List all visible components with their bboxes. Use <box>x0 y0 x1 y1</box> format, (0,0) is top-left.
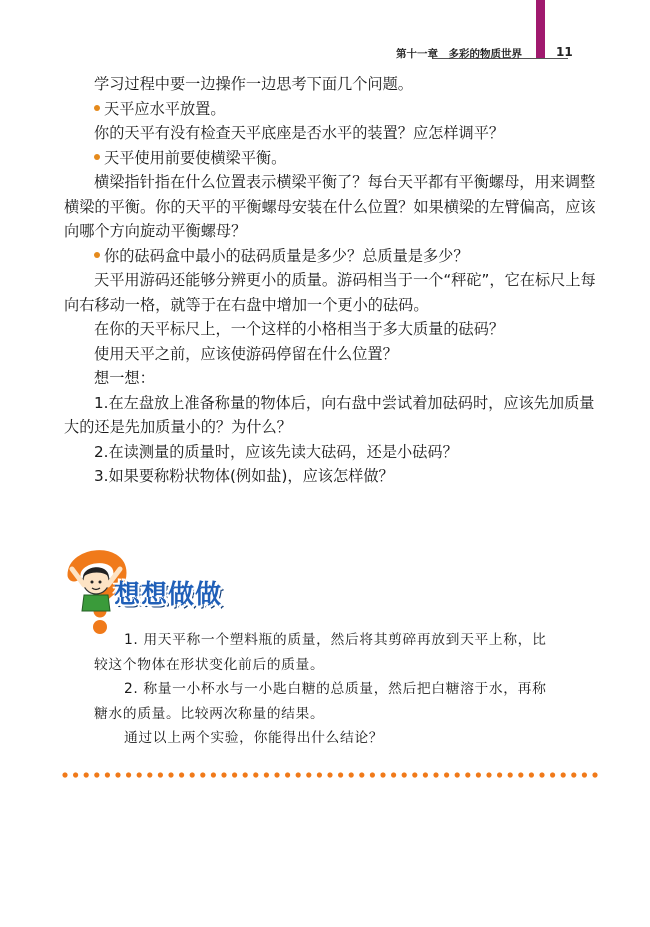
divider-dot <box>221 772 226 777</box>
divider-dot <box>338 772 343 777</box>
paragraph-line: 大的还是先加质量小的？为什么？ <box>64 418 292 436</box>
activity-text <box>94 628 614 751</box>
paragraph-line: 使用天平之前，应该使游码停留在什么位置？ <box>94 344 398 363</box>
divider-dot <box>571 772 576 777</box>
divider-dot <box>296 772 301 777</box>
divider-dot <box>582 772 587 777</box>
divider-dot <box>243 772 248 777</box>
activity-title: 想想做做 <box>114 580 223 610</box>
question-paragraph: 你的天平有没有检查天平底座是否水平的装置？应怎样调平？ <box>94 124 505 142</box>
divider-dot <box>168 772 173 777</box>
paragraph-line: 横梁的平衡。你的天平的平衡螺母安装在什么位置？如果横梁的左臂偏高，应该 <box>64 197 596 216</box>
paragraph-line: 2.在读测量的质量时，应该先读大砝码，还是小砝码？ <box>94 442 458 461</box>
divider-dot <box>539 772 544 777</box>
bullet-item <box>94 97 594 122</box>
divider-dot <box>349 772 354 777</box>
divider-dot <box>73 772 78 777</box>
paragraph-line: 向右移动一格，就等于在右盘中增加一个更小的砝码。 <box>64 295 429 314</box>
divider-dot <box>285 772 290 777</box>
divider-dot <box>550 772 555 777</box>
divider-dot <box>147 772 152 777</box>
divider-dot <box>476 772 481 777</box>
divider-dot <box>306 772 311 777</box>
divider-dot <box>486 772 491 777</box>
activity-line: 2. 称量一小杯水与一小匙白糖的总质量，然后把白糖溶于水，再称 <box>124 681 547 697</box>
divider-dot <box>508 772 513 777</box>
divider-dot <box>137 772 142 777</box>
bullet-text: 天平应水平放置。 <box>104 99 226 118</box>
divider-dot <box>391 772 396 777</box>
paragraph-line: 向哪个方向旋动平衡螺母？ <box>64 222 247 240</box>
divider-dot <box>412 772 417 777</box>
bullet-dot-icon <box>94 252 100 258</box>
activity-line: 通过以上两个实验，你能得出什么结论？ <box>124 730 384 746</box>
divider-dot <box>380 772 385 777</box>
divider-dot <box>359 772 364 777</box>
divider-dot <box>327 772 332 777</box>
divider-dot <box>444 772 449 777</box>
divider-dot <box>126 772 131 777</box>
paragraph-line: 3.如果要称粉状物体(例如盐)，应该怎样做？ <box>94 467 394 485</box>
divider-dot <box>264 772 269 777</box>
divider-dot <box>497 772 502 777</box>
divider-dot <box>105 772 110 777</box>
main-text <box>64 72 596 489</box>
chapter-title: 第十一章 多彩的物质世界 <box>396 48 522 60</box>
divider-dot <box>158 772 163 777</box>
activity-line: 1. 用天平称一个塑料瓶的质量，然后将其剪碎再放到天平上称，比 <box>124 632 547 648</box>
divider-dot <box>529 772 534 777</box>
bullet-item <box>94 146 594 171</box>
divider-dot <box>94 772 99 777</box>
divider-dot <box>115 772 120 777</box>
intro-paragraph: 学习过程中要一边操作一边思考下面几个问题。 <box>94 75 413 93</box>
divider-dot <box>84 772 89 777</box>
think-heading: 想一想： <box>94 369 155 387</box>
page-number: 11 <box>556 45 573 59</box>
paragraph-line: 横梁指针指在什么位置表示横梁平衡了？每台天平都有平衡螺母，用来调整 <box>94 173 596 191</box>
dotted-divider <box>62 771 602 779</box>
divider-dot <box>211 772 216 777</box>
divider-dot <box>455 772 460 777</box>
paragraph-line: 在你的天平标尺上，一个这样的小格相当于多大质量的砝码？ <box>94 320 505 338</box>
activity-line: 糖水的质量。比较两次称量的结果。 <box>94 705 325 722</box>
divider-dot <box>518 772 523 777</box>
divider-dot <box>200 772 205 777</box>
paragraph-line: 天平用游码还能够分辨更小的质量。游码相当于一个“秤砣”，它在标尺上每 <box>94 271 596 289</box>
bullet-dot-icon <box>94 105 100 111</box>
divider-dot <box>62 772 67 777</box>
divider-dot <box>317 772 322 777</box>
divider-dot <box>253 772 258 777</box>
divider-dot <box>402 772 407 777</box>
paragraph-line: 1.在左盘放上准备称量的物体后，向右盘中尝试着加砝码时，应该先加质量 <box>94 393 595 412</box>
divider-dot <box>274 772 279 777</box>
bullet-item <box>94 244 594 269</box>
divider-dot <box>423 772 428 777</box>
bullet-text: 你的砝码盒中最小的砝码质量是多少？总质量是多少？ <box>104 246 469 265</box>
divider-dot <box>433 772 438 777</box>
divider-dot <box>232 772 237 777</box>
activity-line: 较这个物体在形状变化前后的质量。 <box>94 656 325 673</box>
chapter-tab-marker <box>536 0 545 58</box>
divider-dot <box>561 772 566 777</box>
divider-dot <box>370 772 375 777</box>
divider-dot <box>465 772 470 777</box>
divider-dot <box>179 772 184 777</box>
bullet-text: 天平使用前要使横梁平衡。 <box>104 148 287 167</box>
divider-dot <box>592 772 597 777</box>
divider-dot <box>190 772 195 777</box>
bullet-dot-icon <box>94 154 100 160</box>
